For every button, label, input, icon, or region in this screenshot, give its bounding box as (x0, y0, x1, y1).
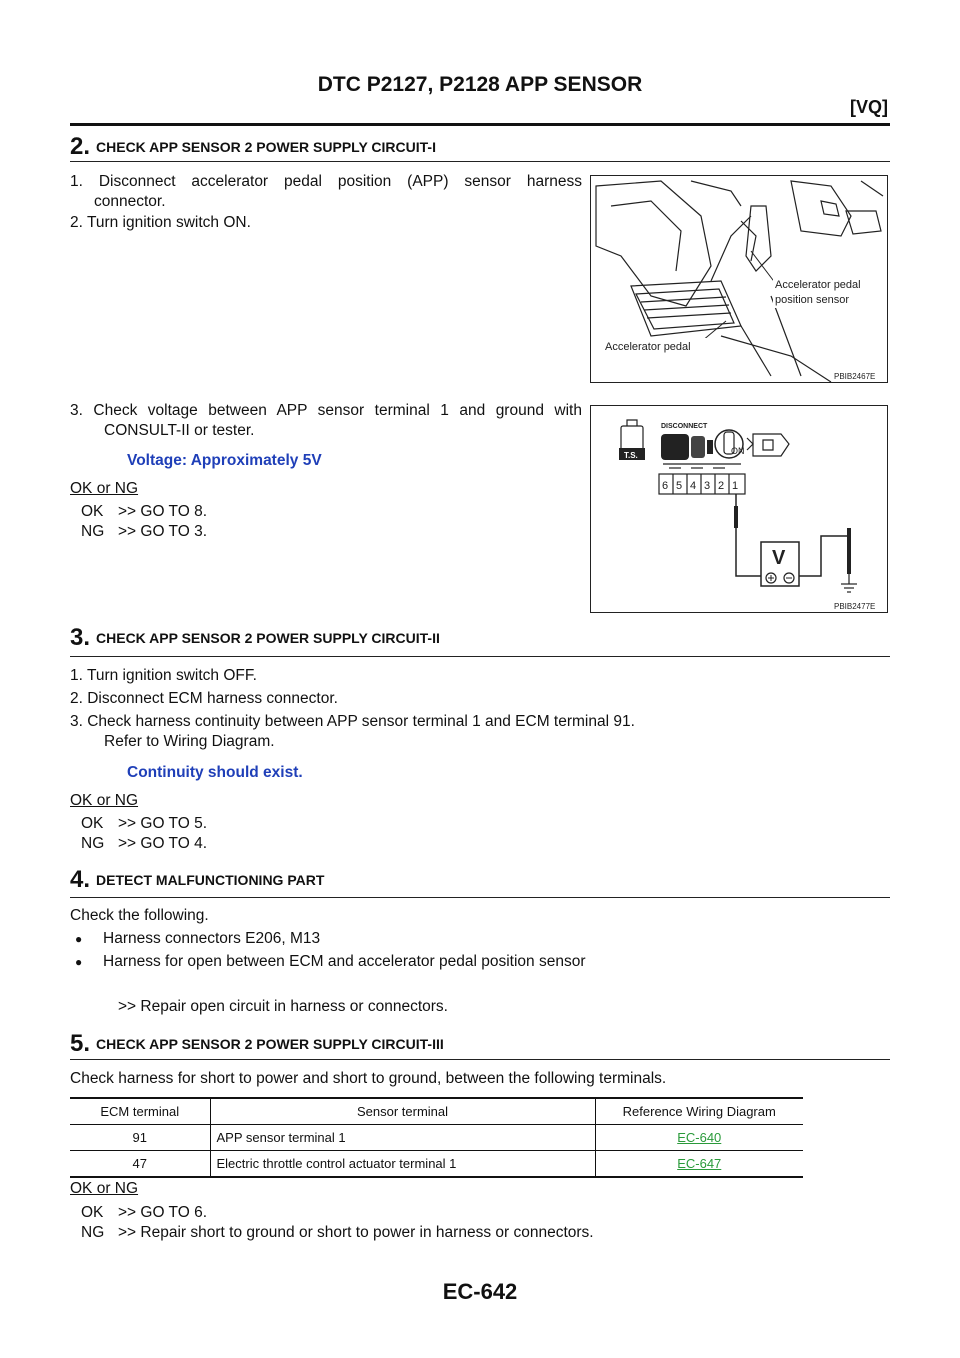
step-2-item-1 (70, 172, 582, 212)
bullet-icon: ● (75, 932, 83, 946)
step-2-ok-value: >> GO TO 8. (118, 503, 208, 520)
step-4-bullet (75, 930, 320, 948)
step-5-heading (70, 1030, 444, 1058)
wiring-diagram-cell (595, 1151, 803, 1178)
table-cell: 91 (132, 1130, 147, 1145)
step-3-item-3-line-2: Refer to Wiring Diagram. (104, 733, 275, 750)
step-2-ng-row (81, 522, 207, 542)
step-2-number: 2. (70, 133, 91, 160)
table-header: Reference Wiring Diagram (595, 1098, 803, 1125)
step-2-results (81, 502, 207, 542)
table-row (70, 1125, 803, 1151)
step-5-ok-row (81, 1203, 594, 1223)
step-4-number: 4. (70, 866, 91, 893)
wiring-diagram-link[interactable]: EC-640 (677, 1130, 722, 1145)
pedal-sensor-label-1: Accelerator pedal (775, 279, 861, 291)
step-3-item-1: 1. Turn ignition switch OFF. (70, 667, 257, 684)
step-4-title: DETECT MALFUNCTIONING PART (96, 872, 325, 888)
step-3-ng-key: NG (81, 835, 105, 852)
step-3-item-2: 2. Disconnect ECM harness connector. (70, 690, 338, 707)
step-5-number: 5. (70, 1030, 91, 1057)
wiring-diagram-cell (595, 1125, 803, 1151)
connector-pin: 2 (718, 480, 725, 492)
terminal-table (70, 1097, 803, 1178)
page-number: EC-642 (442, 1279, 518, 1304)
step-2-item-1-line-2: connector. (94, 193, 166, 210)
pedal-sensor-label-2: position sensor (775, 294, 849, 306)
step-5-title: CHECK APP SENSOR 2 POWER SUPPLY CIRCUIT-III (96, 1036, 444, 1052)
step-3-title: CHECK APP SENSOR 2 POWER SUPPLY CIRCUIT-II (96, 630, 440, 646)
step-2-item-1-line-1: 1. Disconnect accelerator pedal position (APP) sensor harness (70, 173, 582, 190)
step-4-bullet-text: Harness for open between ECM and accelerator pedal position sensor (103, 953, 586, 970)
voltmeter-label: V (772, 547, 786, 569)
step-2-ok-row (81, 502, 207, 522)
step-5-ok-or-ng: OK or NG (70, 1180, 139, 1197)
step-2-rule (70, 161, 890, 162)
connector-pin: 6 (662, 480, 669, 492)
step-2-item-3-line-1: 3. Check voltage between APP sensor terminal 1 and ground with (70, 402, 582, 419)
table-header-row (70, 1098, 803, 1125)
step-3-heading (70, 624, 440, 652)
voltage-check-diagram (591, 406, 887, 612)
step-5-ng-row (81, 1223, 594, 1243)
step-3-ng-value: >> GO TO 4. (118, 835, 208, 852)
bullet-icon: ● (75, 955, 83, 969)
table-cell: 47 (132, 1156, 147, 1171)
step-3-ok-row (81, 814, 207, 834)
header-rule (70, 123, 890, 126)
ignition-on-icon (715, 430, 745, 458)
disconnect-icon (661, 434, 713, 460)
step-3-results (81, 814, 207, 854)
connector-pin: 5 (676, 480, 683, 492)
on-label: ON (731, 446, 745, 456)
step-4-result: >> Repair open circuit in harness or connectors. (118, 998, 448, 1015)
step-5-ng-value: >> Repair short to ground or short to power in harness or connectors. (118, 1224, 594, 1241)
step-5-intro: Check harness for short to power and short to ground, between the following terminals. (70, 1070, 667, 1087)
step-4-intro: Check the following. (70, 907, 209, 924)
step-2-item-2: 2. Turn ignition switch ON. (70, 214, 251, 231)
step-2-item-3 (70, 401, 582, 441)
pedal-illustration (591, 176, 887, 382)
step-2-spec: Voltage: Approximately 5V (127, 452, 322, 469)
step-3-item-3 (70, 712, 635, 752)
step-5-ok-value: >> GO TO 6. (118, 1204, 208, 1221)
step-3-ok-value: >> GO TO 5. (118, 815, 208, 832)
step-3-item-3-line-1: 3. Check harness continuity between APP sensor terminal 1 and ECM terminal 91. (70, 713, 635, 730)
step-3-spec: Continuity should exist. (127, 764, 303, 781)
step-5-ng-key: NG (81, 1224, 105, 1241)
step-3-ok-or-ng: OK or NG (70, 792, 139, 809)
step-2-title: CHECK APP SENSOR 2 POWER SUPPLY CIRCUIT-I (96, 139, 436, 155)
table-row (70, 1151, 803, 1178)
voltage-figure-code: PBIB2477E (834, 602, 876, 611)
step-4-bullet-text: Harness connectors E206, M13 (103, 930, 321, 947)
step-4-heading (70, 866, 324, 894)
table-header: ECM terminal (100, 1104, 180, 1119)
step-2-item-3-line-2: CONSULT-II or tester. (104, 422, 255, 439)
step-3-number: 3. (70, 624, 91, 651)
ts-icon-label: T.S. (624, 451, 638, 460)
connector-pin: 3 (704, 480, 711, 492)
step-3-ng-row (81, 834, 207, 854)
step-3-rule (70, 656, 890, 657)
step-5-results (81, 1203, 594, 1243)
step-3-ok-key: OK (81, 815, 104, 832)
step-2-ng-value: >> GO TO 3. (118, 523, 208, 540)
voltage-check-figure (590, 405, 888, 613)
step-5-rule (70, 1059, 890, 1060)
step-2-ng-key: NG (81, 523, 105, 540)
connector-pin: 1 (732, 480, 739, 492)
page-title: DTC P2127, P2128 APP SENSOR (317, 73, 643, 96)
connector-pin: 4 (690, 480, 697, 492)
step-4-rule (70, 897, 890, 898)
pedal-figure (590, 175, 888, 383)
table-cell: APP sensor terminal 1 (210, 1125, 595, 1151)
step-2-ok-key: OK (81, 503, 104, 520)
sensor-connector-icon (747, 434, 789, 456)
wiring-diagram-link[interactable]: EC-647 (677, 1156, 722, 1171)
pedal-figure-code: PBIB2467E (834, 372, 876, 381)
step-4-bullet (75, 953, 586, 971)
table-cell: Electric throttle control actuator terminal 1 (210, 1151, 595, 1178)
pedal-label: Accelerator pedal (605, 341, 691, 353)
step-5-ok-key: OK (81, 1204, 104, 1221)
section-tag: [VQ] (850, 97, 888, 117)
table-header: Sensor terminal (210, 1098, 595, 1125)
step-2-heading (70, 133, 436, 161)
step-2-ok-or-ng: OK or NG (70, 480, 139, 497)
disconnect-icon-label: DISCONNECT (661, 423, 708, 430)
